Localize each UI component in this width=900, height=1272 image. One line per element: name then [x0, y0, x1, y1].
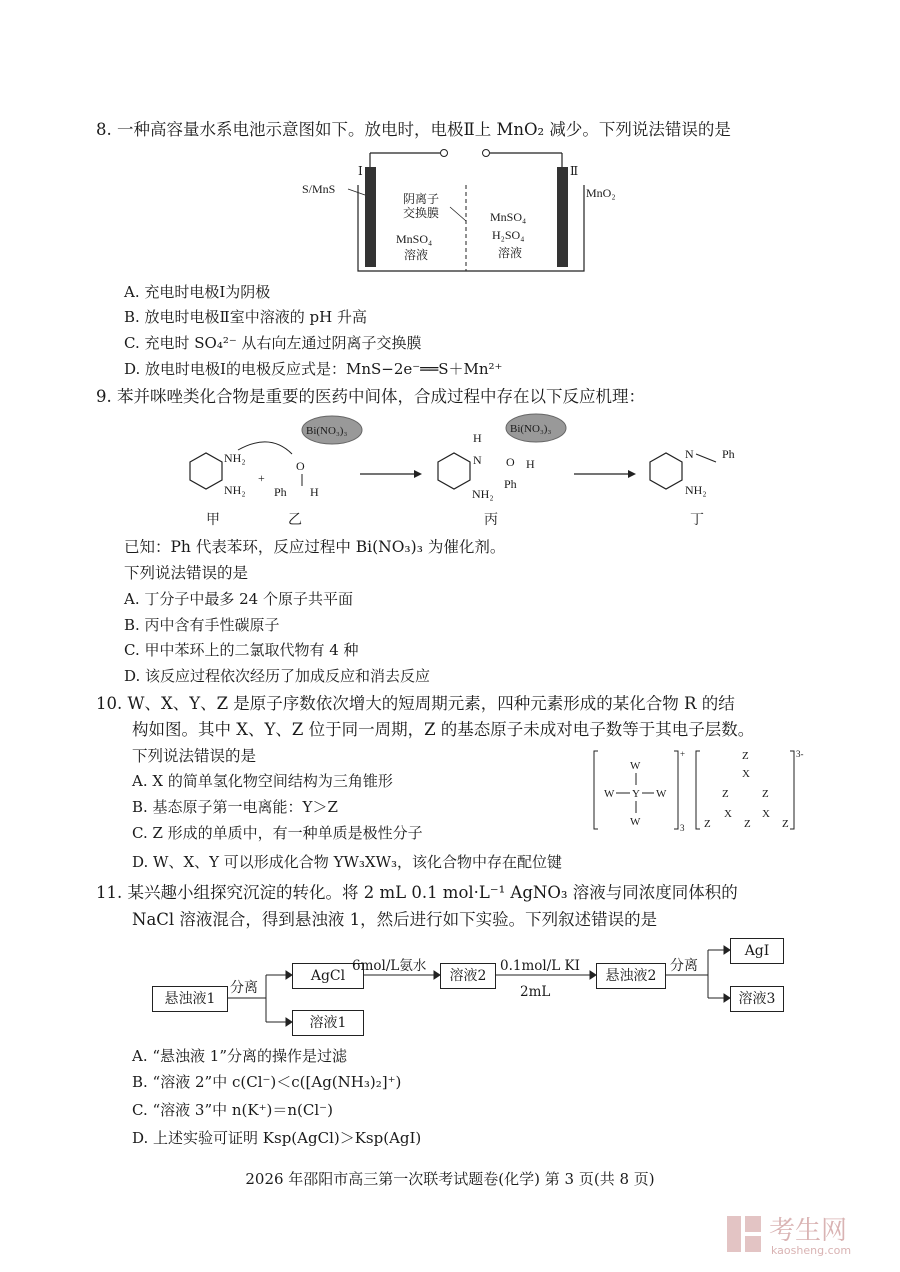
q10-ask: 下列说法错误的是 [132, 747, 257, 765]
anion-x-left: X [724, 808, 732, 820]
q10-option-d: D. W、X、Y 可以形成化合物 YW₃XW₃，该化合物中存在配位键 [132, 853, 563, 871]
right-solution-2: H₂SO₄ [492, 228, 525, 242]
q9-stem: 9. 苯并咪唑类化合物是重要的医药中间体，合成过程中存在以下反应机理： [96, 387, 645, 406]
label-jia: 甲 [206, 513, 220, 528]
q8-stem: 8. 一种高容量水系电池示意图如下。放电时，电极Ⅱ上 MnO₂ 减少。下列说法错误的是 [96, 120, 731, 139]
page-footer: 2026 年邵阳市高三第一次联考试题卷(化学) 第 3 页(共 8 页) [245, 1170, 655, 1188]
bing-h: H [473, 431, 482, 445]
q9-option-b: B. 丙中含有手性碳原子 [124, 616, 280, 634]
anion-z-right: Z [762, 788, 769, 800]
anion-z-left: Z [722, 788, 729, 800]
q10-option-a: A. X 的简单氢化物空间结构为三角锥形 [132, 772, 393, 790]
cation-w-bottom: W [630, 816, 641, 828]
q9-ask: 下列说法错误的是 [124, 564, 249, 582]
q8-option-c: C. 充电时 SO₄²⁻ 从右向左通过阴离子交换膜 [124, 334, 422, 352]
bing-nh2: NH₂ [472, 487, 494, 501]
yi-o: O [296, 459, 305, 473]
cation-charge: + [680, 749, 686, 759]
electrode-2-label: Ⅱ [570, 164, 579, 178]
q11-option-b: B. “溶液 2”中 c(Cl⁻)＜c([Ag(NH₃)₂]⁺) [132, 1073, 402, 1091]
flow-suspension-2: 悬浊液2 [596, 963, 666, 989]
left-material: S/MnS [302, 182, 336, 196]
watermark-logo-icon [725, 1214, 765, 1254]
q10-stem-1: 10. W、X、Y、Z 是原子序数依次增大的短周期元素，四种元素形成的某化合物 R 的结 [96, 694, 735, 713]
anion-z-mid: Z [744, 818, 751, 830]
q10-option-c: C. Z 形成的单质中，有一种单质是极性分子 [132, 824, 423, 842]
watermark-url: kaosheng.com [771, 1244, 852, 1257]
q9-option-a: A. 丁分子中最多 24 个原子共平面 [124, 590, 353, 608]
watermark-brand: 考生网 [769, 1216, 848, 1246]
flow-reagent-ammonia: 6mol/L氨水 [352, 958, 427, 974]
q9-option-d: D. 该反应过程依次经历了加成反应和消去反应 [124, 667, 431, 685]
anion-z-bl: Z [704, 818, 711, 830]
jia-nh2-bottom: NH₂ [224, 483, 246, 497]
q11-option-d: D. 上述实验可证明 Ksp(AgCl)＞Ksp(AgI) [132, 1129, 422, 1147]
anion-charge: 3- [796, 749, 804, 759]
membrane-label: 阴离子 [403, 192, 440, 206]
q8-option-a: A. 充电时电极Ⅰ为阴极 [124, 283, 271, 301]
flow-suspension-1: 悬浊液1 [152, 986, 228, 1012]
right-material: MnO₂ [586, 186, 616, 200]
right-solution-1: MnSO₄ [490, 210, 527, 224]
jia-nh2-top: NH₂ [224, 451, 246, 465]
flow-separate-1: 分离 [230, 980, 258, 996]
watermark [725, 1210, 870, 1260]
anion-z-top: Z [742, 750, 749, 762]
ding-ph: Ph [722, 447, 735, 461]
left-solution-2: 溶液 [404, 248, 429, 262]
q11-option-c: C. “溶液 3”中 n(K⁺)＝n(Cl⁻) [132, 1101, 333, 1119]
catalyst-2: Bi(NO₃)₃ [510, 423, 552, 435]
q10-option-b: B. 基态原子第一电离能：Y＞Z [132, 798, 338, 816]
flow-solution-1: 溶液1 [292, 1010, 364, 1036]
flow-solution-2: 溶液2 [440, 963, 496, 989]
cation-y: Y [632, 788, 640, 800]
flow-agcl: AgCl [292, 963, 364, 989]
right-solution-3: 溶液 [498, 246, 523, 260]
label-yi: 乙 [288, 513, 302, 528]
left-solution-1: MnSO₄ [396, 232, 433, 246]
bing-ph: Ph [504, 477, 517, 491]
label-bing: 丙 [484, 513, 498, 528]
flow-agi: AgI [730, 938, 784, 964]
electrode-1-label: Ⅰ [358, 164, 363, 178]
plus-sign: + [258, 471, 265, 485]
cation-w-left: W [604, 788, 615, 800]
yi-ph: Ph [274, 485, 287, 499]
cation-w-top: W [630, 760, 641, 772]
ding-n: N [685, 447, 694, 461]
q11-stem-1: 11. 某兴趣小组探究沉淀的转化。将 2 mL 0.1 mol·L⁻¹ AgNO₃ 溶液与同浓度同体积的 [96, 883, 738, 902]
ding-nh2: NH₂ [685, 483, 707, 497]
flow-reagent-ki: 0.1mol/L KI [500, 958, 580, 974]
q9-known: 已知：Ph 代表苯环，反应过程中 Bi(NO₃)₃ 为催化剂。 [124, 538, 506, 556]
flow-separate-2: 分离 [670, 958, 698, 974]
q8-option-b: B. 放电时电极Ⅱ室中溶液的 pH 升高 [124, 308, 367, 326]
bing-h2: H [526, 457, 535, 471]
label-ding: 丁 [690, 513, 704, 528]
bing-o: O [506, 455, 515, 469]
flow-solution-3: 溶液3 [730, 986, 784, 1012]
q11-stem-2: NaCl 溶液混合，得到悬浊液 1，然后进行如下实验。下列叙述错误的是 [132, 910, 658, 929]
q11-option-a: A. “悬浊液 1”分离的操作是过滤 [132, 1047, 348, 1065]
cation-count: 3 [680, 823, 685, 833]
q9-option-c: C. 甲中苯环上的二氯取代物有 4 种 [124, 641, 359, 659]
anion-x-right: X [762, 808, 770, 820]
q8-option-d: D. 放电时电极Ⅰ的电极反应式是：MnS−2e⁻══S＋Mn²⁺ [124, 360, 503, 378]
anion-z-br: Z [782, 818, 789, 830]
anion-x-top: X [742, 768, 750, 780]
cation-w-right: W [656, 788, 667, 800]
membrane-label-2: 交换膜 [403, 206, 440, 220]
bing-n: N [473, 453, 482, 467]
flow-reagent-volume: 2mL [520, 984, 551, 1000]
q10-stem-2: 构如图。其中 X、Y、Z 位于同一周期，Z 的基态原子未成对电子数等于其电子层数。 [132, 720, 755, 739]
catalyst-1: Bi(NO₃)₃ [306, 425, 348, 437]
yi-h: H [310, 485, 319, 499]
